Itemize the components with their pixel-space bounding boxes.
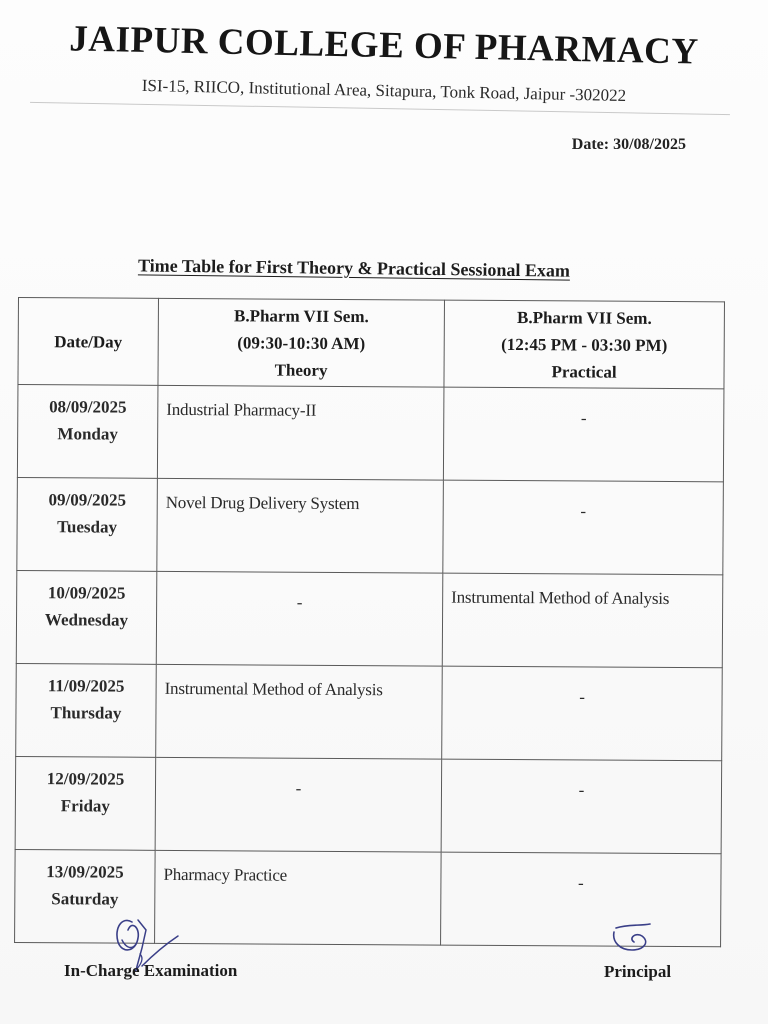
row-theory-subject [157,385,444,480]
theory-subject-text: Instrumental Method of Analysis [164,678,383,700]
row-date: 12/09/2025 [46,769,125,789]
row-date: 10/09/2025 [47,583,126,603]
theory-subject-text: Industrial Pharmacy-II [166,399,317,420]
row-day: Wednesday [44,610,129,630]
practical-subject-text: Instrumental Method of Analysis [451,587,670,608]
row-day: Saturday [51,889,119,909]
row-day: Thursday [50,703,122,723]
theory-subject-text: - [295,778,302,798]
row-date-day [16,570,157,664]
table-row [16,570,723,667]
handwritten-initials-icon [606,920,666,960]
incharge-examination-signature-label: In-Charge Examination [64,961,238,980]
row-theory-subject [156,571,443,666]
college-name: JAIPUR COLLEGE OF PHARMACY [68,18,700,73]
row-day: Monday [57,424,118,444]
row-date-day [17,477,158,571]
header-date-day [18,298,159,386]
exam-timetable [14,297,724,947]
row-date: 11/09/2025 [47,676,125,696]
row-theory-subject [155,757,442,852]
timetable-title: Time Table for First Theory & Practical Sessional Exam [137,255,571,281]
row-date-day [15,756,156,850]
college-address: ISI-15, RIICO, Institutional Area, Sitapura, Tonk Road, Jaipur -302022 [141,75,627,106]
theory-subject-text: Novel Drug Delivery System [165,492,360,514]
practical-subject-text: - [578,873,584,893]
header-practical [444,300,725,389]
issue-date: Date: 30/08/2025 [571,136,686,153]
row-date-day [16,663,157,757]
practical-subject-text: - [578,780,585,800]
theory-subject-text: Pharmacy Practice [163,864,288,885]
table-row [17,385,724,482]
row-practical-subject [443,480,724,575]
row-date-day [17,385,158,479]
row-theory-subject [155,850,442,945]
row-date: 13/09/2025 [46,862,124,882]
header-date-day-label: Date/Day [54,331,123,352]
row-day: Tuesday [57,517,118,537]
row-practical-subject [443,387,724,482]
practical-subject-text: - [579,687,585,707]
row-date: 09/09/2025 [48,490,127,510]
row-practical-subject [441,759,722,854]
table-row [15,756,722,853]
row-practical-subject [441,852,722,947]
table-header-row [18,298,725,389]
header-theory-program: B.Pharm VII Sem. [233,305,369,326]
header-practical-time: (12:45 PM - 03:30 PM) [501,334,668,355]
header-practical-program: B.Pharm VII Sem. [516,307,652,328]
row-day: Friday [60,796,110,816]
header-theory [158,298,445,387]
table-row [16,663,723,760]
practical-subject-text: - [580,501,587,521]
theory-subject-text: - [296,592,303,612]
row-theory-subject [156,664,443,759]
practical-subject-text: - [580,408,587,428]
row-theory-subject [157,478,444,573]
header-theory-type: Theory [274,360,328,380]
row-practical-subject [442,573,723,668]
header-practical-type: Practical [551,361,617,382]
row-date: 08/09/2025 [49,397,127,417]
principal-signature-label: Principal [604,962,672,981]
row-practical-subject [442,666,723,761]
header-theory-time: (09:30-10:30 AM) [237,332,366,353]
table-row [17,477,724,574]
